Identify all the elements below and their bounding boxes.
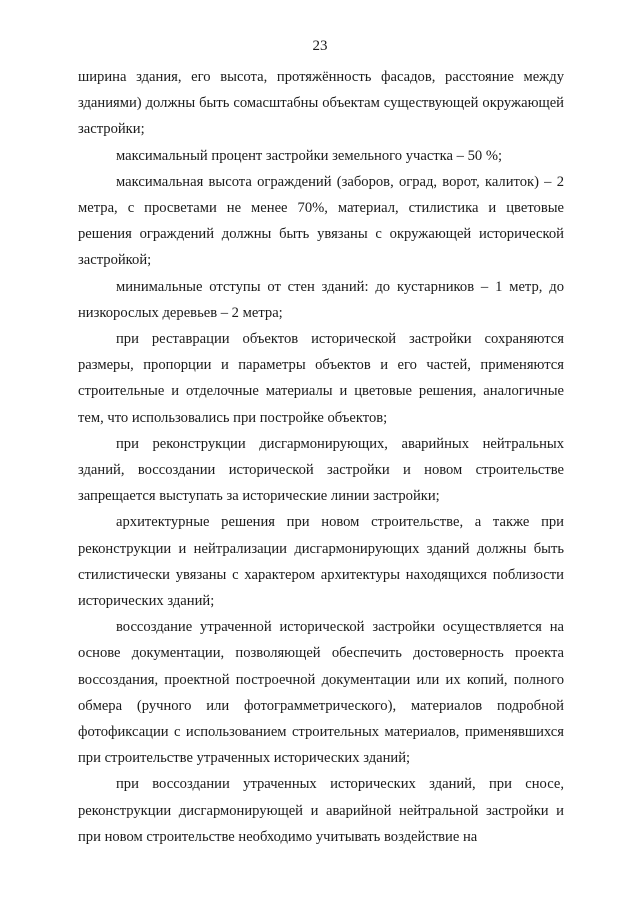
paragraph-max-fence-height: максимальная высота ограждений (заборов, оград, ворот, калиток) – 2 метра, с просветами не менее 70%, материал, стилистика и цветовые решения ограждений должны быть увязаны с окружающей исторической застройкой;	[78, 173, 564, 269]
document-body	[78, 64, 564, 850]
paragraph-restoration: при реставрации объектов исторической застройки сохраняются размеры, пропорции и параметры объектов и его частей, применяются строительные и отделочные материалы и цветовые решения, аналогичные тем, что использовались при постройке объектов;	[78, 331, 564, 426]
paragraph-reconstruction: при реконструкции дисгармонирующих, аварийных нейтральных зданий, воссоздании исторической застройки и новом строительстве запрещается выступать за исторические линии застройки;	[78, 435, 564, 505]
paragraph-continuation: ширина здания, его высота, протяжённость фасадов, расстояние между зданиями) должны быть сомасштабны объектам существующей окружающей застройки;	[78, 69, 564, 138]
paragraph-max-building-percent: максимальный процент застройки земельного участка – 50 %;	[116, 147, 503, 164]
paragraph-architectural-solutions: архитектурные решения при новом строительстве, а также при реконструкции и нейтрализации дисгармонирующих зданий должны быть стилистически увязаны с характером архитектуры находящихся поблизости исторических зданий;	[78, 514, 564, 610]
paragraph-recreation-documentation: воссоздание утраченной исторической застройки осуществляется на основе документации, позволяющей обеспечить достоверность проекта воссоздания, проектной построечной документации или их копий, полного обмера (ручного или фотограмметрического), материалов подробной фотофиксации с использованием строительных материалов, применявшихся при строительстве утраченных исторических зданий;	[78, 619, 564, 767]
paragraph-min-setbacks: минимальные отступы от стен зданий: до кустарников – 1 метр, до низкорослых деревьев – 2 метра;	[78, 278, 564, 321]
paragraph-recreation-impact: при воссоздании утраченных исторических зданий, при сносе, реконструкции дисгармонирующей и аварийной нейтральной застройки и при новом строительстве необходимо учитывать воздействие на	[78, 776, 564, 845]
page-number: 23	[312, 38, 328, 54]
